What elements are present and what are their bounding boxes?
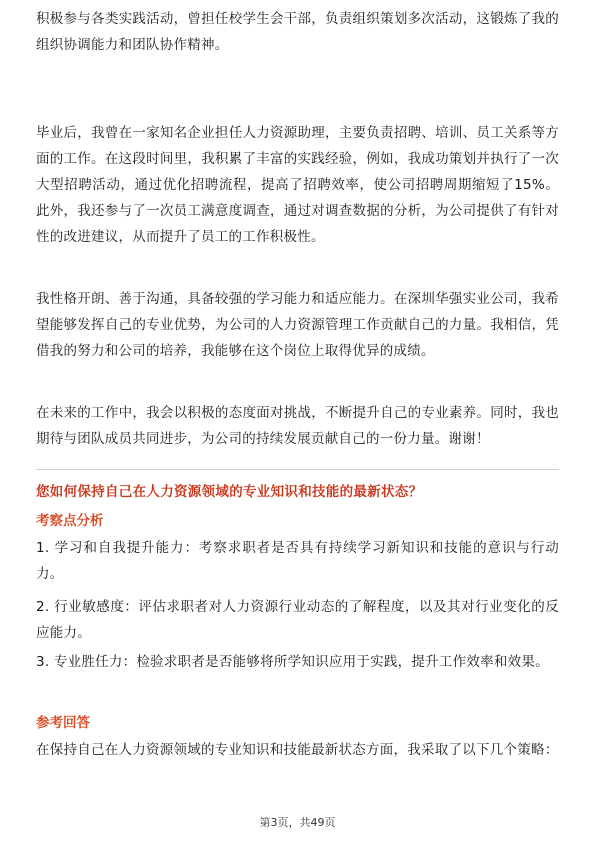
intro-paragraph-4: 在未来的工作中，我会以积极的态度面对挑战，不断提升自己的专业素养。同时，我也期待与团队成员共同进步，为公司的持续发展贡献自己的一份力量。谢谢！ — [36, 405, 559, 447]
intro-paragraph-2: 毕业后，我曾在一家知名企业担任人力资源助理，主要负责招聘、培训、员工关系等方面的工作。在这段时间里，我积累了丰富的实践经验，例如，我成功策划并执行了一次大型招聘活动，通过优化招聘流程，提高了招聘效率，使公司招聘周期缩短了15%。此外，我还参与了一次员工满意度调查，通过对调查数据的分析，为公司提供了有针对性的改进建议，从而提升了员工的工作积极性。 — [36, 125, 559, 245]
page-number: 第3页，共49页 — [259, 816, 336, 829]
analysis-point-2: 2. 行业敏感度：评估求职者对人力资源行业动态的了解程度，以及其对行业变化的反应能力。 — [36, 599, 559, 641]
section-divider — [36, 469, 559, 470]
analysis-point-3: 3. 专业胜任力：检验求职者是否能够将所学知识应用于实践，提升工作效率和效果。 — [36, 654, 549, 670]
intro-paragraph-3: 我性格开朗、善于沟通，具备较强的学习能力和适应能力。在深圳华强实业公司，我希望能够发挥自己的专业优势，为公司的人力资源管理工作贡献自己的力量。我相信，凭借我的努力和公司的培养，我能够在这个岗位上取得优异的成绩。 — [36, 291, 559, 359]
answer-title: 参考回答 — [36, 715, 90, 731]
analysis-title: 考察点分析 — [36, 513, 104, 529]
analysis-point-1: 1. 学习和自我提升能力：考察求职者是否具有持续学习新知识和技能的意识与行动力。 — [36, 540, 559, 582]
intro-paragraph-1: 积极参与各类实践活动，曾担任校学生会干部，负责组织策划多次活动，这锻炼了我的组织协调能力和团队协作精神。 — [36, 11, 559, 53]
interview-question: 您如何保持自己在人力资源领域的专业知识和技能的最新状态？ — [36, 484, 423, 500]
answer-text: 在保持自己在人力资源领域的专业知识和技能最新状态方面，我采取了以下几个策略： — [36, 742, 559, 758]
